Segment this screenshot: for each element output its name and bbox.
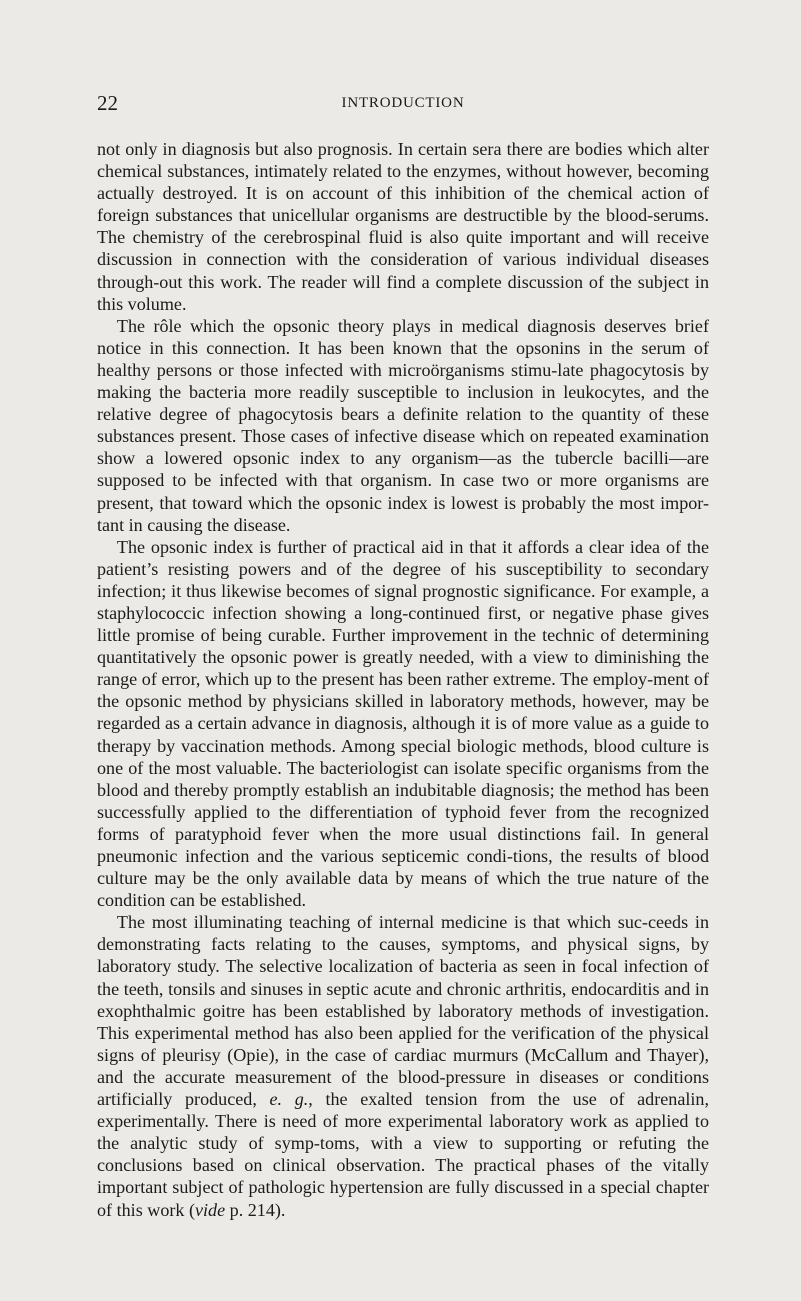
paragraph-2: The rôle which the opsonic theory plays in medical diagnosis deserves brief notice in this connection. It has been known that the opsonins in the serum of healthy persons or those infected with microörganisms stimu-late phagocytosis by making the bacteria more readily susceptible to inclusion in leukocytes, and the relative degree of phagocytosis bears a definite relation to the quantity of these substances present. Those cases of infective disease which on repeated examination show a lowered opsonic index to any organism—as the tubercle bacilli—are supposed to be infected with that organism. In case two or more organisms are present, that toward which the opsonic index is lowest is probably the most impor-tant in causing the disease. (97, 315, 709, 535)
paragraph-4-text-a: The most illuminating teaching of internal medicine is that which suc-ceeds in demonstrating facts relating to the causes, symptoms, and physical signs, by laboratory study. The selective localization of bacteria as seen in focal infection of the teeth, tonsils and sinuses in septic acute and chronic arthritis, endocarditis and in exophthalmic goitre has been established by laboratory methods of investigation. This experimental method has also been applied for the verification of the physical signs of pleurisy (Opie), in the case of cardiac murmurs (McCallum and Thayer), and the accurate measurement of the blood-pressure in diseases or conditions artificially produced, (97, 912, 709, 1110)
running-head: INTRODUCTION (341, 95, 465, 111)
paragraph-4 (97, 911, 709, 1220)
paragraph-4-text-c: p. 214). (225, 1199, 286, 1220)
page-number: 22 (97, 91, 118, 115)
paragraph-1: not only in diagnosis but also prognosis. In certain sera there are bodies which alter chemical substances, intimately related to the enzymes, without however, becoming actually destroyed. It is on account of this inhibition of the chemical action of foreign substances that unicellular organisms are destructible by the blood-serums. The chemistry of the cerebrospinal fluid is also quite important and will receive discussion in connection with the consideration of various individual diseases through-out this work. The reader will find a complete discussion of the subject in this volume. (97, 139, 709, 314)
body-text (97, 138, 709, 1221)
eg-abbreviation: e. g. (269, 1089, 309, 1110)
paragraph-4-text-b: , the exalted tension from the use of adrenalin, experimentally. There is need of more experimental laboratory work as applied to the analytic study of symp-toms, with a view to supporting or refuting the conclusions based on clinical observation. The practical phases of the vitally important subject of pathologic hypertension are fully discussed in a special chapter of this work ( (97, 1089, 709, 1220)
page-header (97, 90, 709, 116)
paragraph-3: The opsonic index is further of practical aid in that it affords a clear idea of the patient’s resisting powers and of the degree of his susceptibility to secondary infection; it thus likewise becomes of signal prognostic significance. For example, a staphylococcic infection showing a long-continued first, or negative phase gives little promise of being curable. Further improvement in the technic of determining quantitatively the opsonic power is greatly needed, with a view to diminishing the range of error, which up to the present has been rather extreme. The employ-ment of the opsonic method by physicians skilled in laboratory methods, however, may be regarded as a certain advance in diagnosis, although it is of more value as a guide to therapy by vaccination methods. Among special biologic methods, blood culture is one of the most valuable. The bacteriologist can isolate specific organisms from the blood and thereby promptly establish an indubitable diagnosis; the method has been successfully applied to the differentiation of typhoid fever from the recognized forms of paratyphoid fever when the more usual distinctions fail. In general pneumonic infection and the various septicemic condi-tions, the results of blood culture may be the only available data by means of which the true nature of the condition can be established. (97, 536, 709, 911)
vide-reference: vide (195, 1199, 226, 1220)
